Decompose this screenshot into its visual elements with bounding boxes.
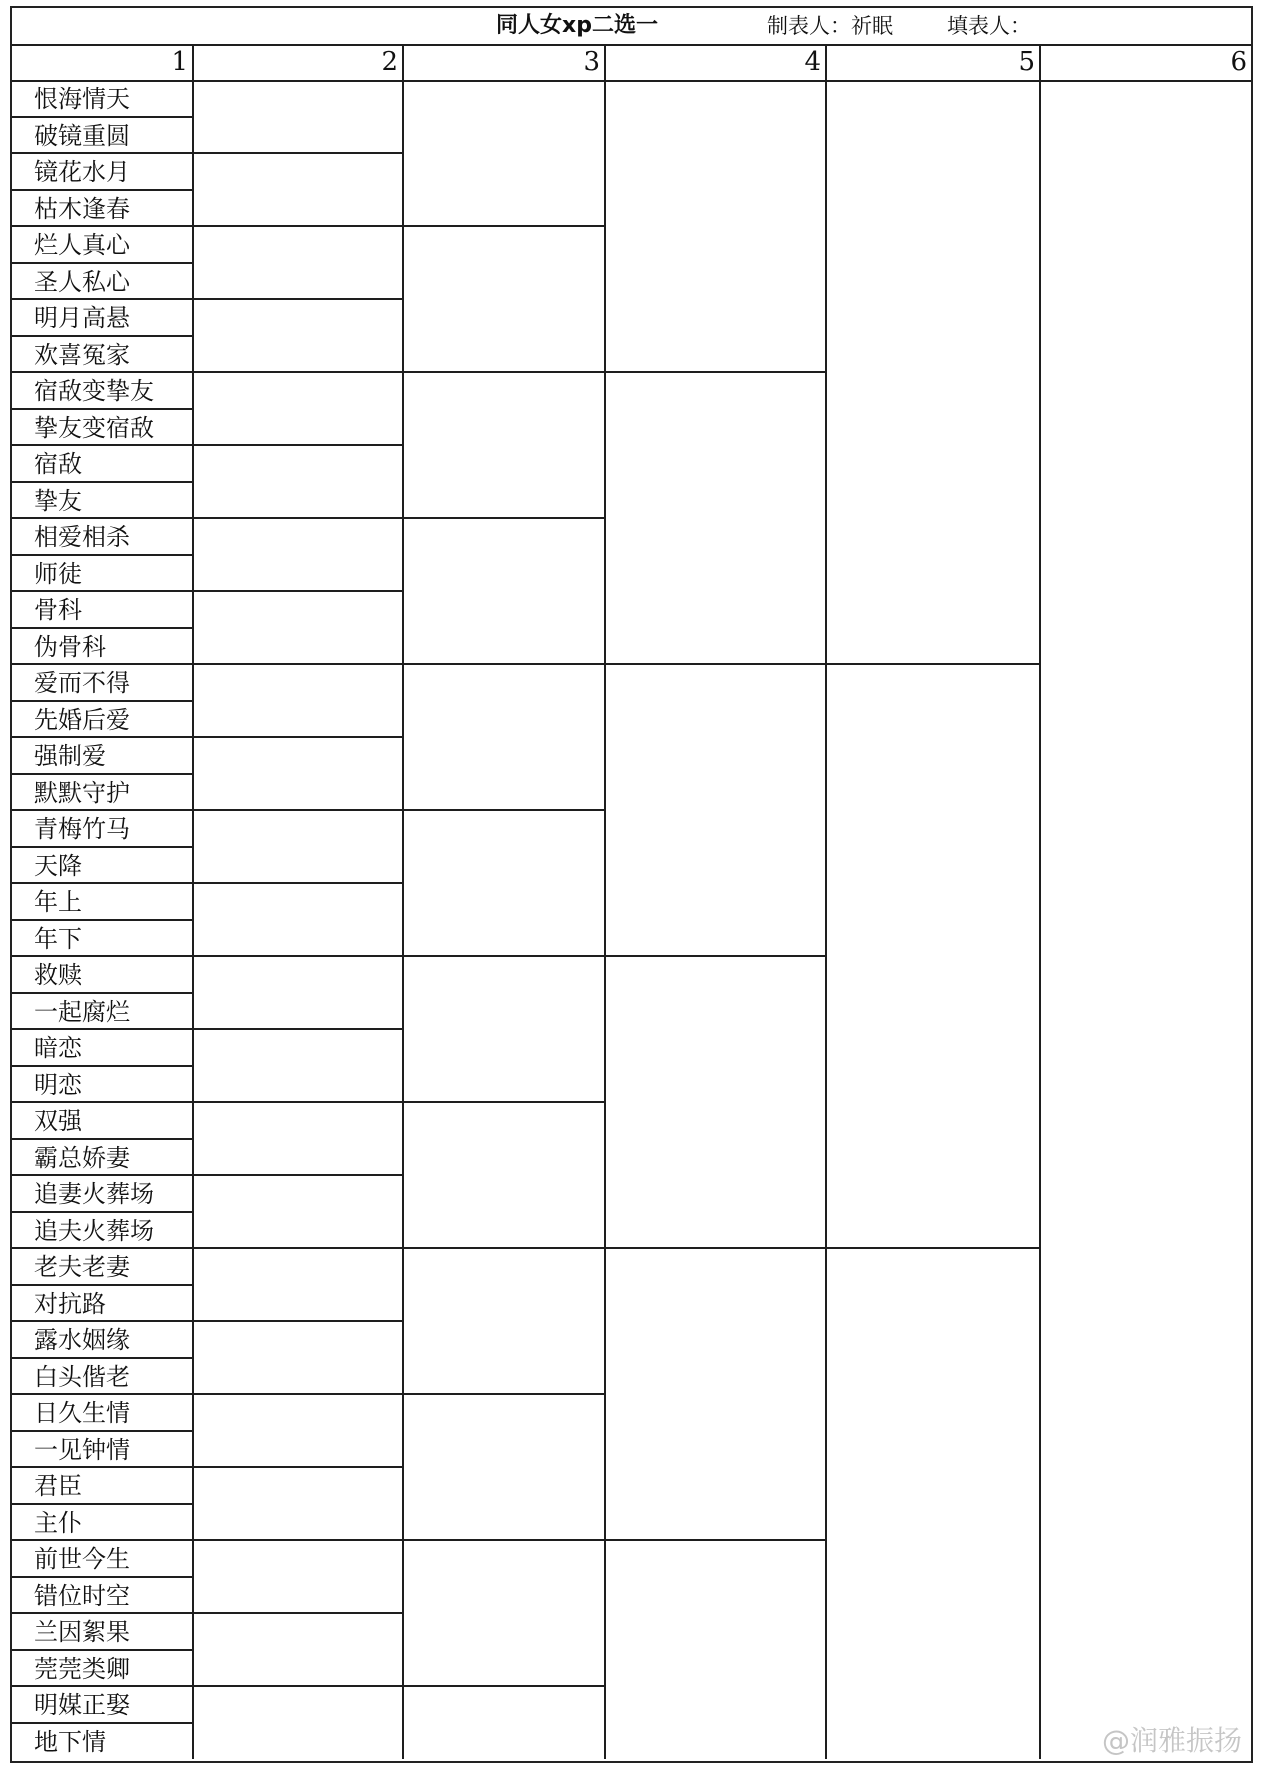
column-number-4: 4 <box>804 47 821 77</box>
row-divider <box>12 919 192 921</box>
bracket-slot-col4[interactable] <box>607 1542 823 1757</box>
bracket-divider-col3 <box>404 371 606 373</box>
bracket-slot-col3[interactable] <box>405 1250 602 1392</box>
bracket-slot-col2[interactable] <box>195 739 400 808</box>
row-divider <box>12 1430 192 1432</box>
bracket-slot-col3[interactable] <box>405 374 602 516</box>
bracket-divider-col2 <box>194 590 404 592</box>
entrant-label: 相爱相杀 <box>34 523 130 552</box>
entrant-label: 君臣 <box>34 1472 82 1501</box>
entrant-label: 对抗路 <box>34 1289 106 1318</box>
row-divider <box>12 773 192 775</box>
bracket-slot-col2[interactable] <box>195 1542 400 1611</box>
bracket-slot-col3[interactable] <box>405 1688 602 1757</box>
row-divider <box>12 1174 192 1176</box>
bracket-divider-col3 <box>404 1393 606 1395</box>
entrant-label: 先婚后爱 <box>34 705 130 734</box>
row-divider <box>12 809 192 811</box>
bracket-divider-col2 <box>194 1466 404 1468</box>
bracket-divider-col2 <box>194 152 404 154</box>
bracket-slot-col2[interactable] <box>195 1031 400 1100</box>
entrant-label: 白头偕老 <box>34 1362 130 1391</box>
row-divider <box>12 1284 192 1286</box>
entrant-label: 挚友变宿敌 <box>34 413 154 442</box>
row-divider <box>12 1065 192 1067</box>
entrant-label: 追妻火葬场 <box>34 1180 154 1209</box>
bracket-slot-col2[interactable] <box>195 1396 400 1465</box>
entrant-label: 莞莞类卿 <box>34 1654 130 1683</box>
row-divider <box>12 116 192 118</box>
entrant-label: 霸总娇妻 <box>34 1143 130 1172</box>
bracket-divider-col3 <box>404 225 606 227</box>
row-divider <box>12 846 192 848</box>
column-number-1: 1 <box>171 47 188 77</box>
bracket-divider-col2 <box>194 882 404 884</box>
entrant-label: 伪骨科 <box>34 632 106 661</box>
bracket-divider-col2 <box>194 225 404 227</box>
entrant-label: 恨海情天 <box>34 85 130 114</box>
entrant-label: 老夫老妻 <box>34 1253 130 1282</box>
row-divider <box>12 152 192 154</box>
row-divider <box>12 1612 192 1614</box>
bracket-slot-col5[interactable] <box>828 82 1037 662</box>
bracket-divider-col2 <box>194 1393 404 1395</box>
bracket-divider-col2 <box>194 1685 404 1687</box>
bracket-divider-col2 <box>194 809 404 811</box>
bracket-slot-col2[interactable] <box>195 1469 400 1538</box>
entrant-label: 日久生情 <box>34 1399 130 1428</box>
row-divider <box>12 1466 192 1468</box>
bracket-divider-col4 <box>606 371 827 373</box>
bracket-divider-col2 <box>194 444 404 446</box>
bracket-table <box>10 6 1253 1763</box>
bracket-slot-col6[interactable] <box>1042 1250 1249 1757</box>
entrant-label: 破镜重圆 <box>34 121 130 150</box>
row-divider <box>12 1320 192 1322</box>
bracket-slot-col2[interactable] <box>195 958 400 1027</box>
bracket-slot-col4[interactable] <box>607 82 823 370</box>
bracket-slot-col6[interactable] <box>1042 82 1249 1246</box>
bracket-slot-col2[interactable] <box>195 593 400 662</box>
row-divider <box>12 1101 192 1103</box>
row-divider <box>12 590 192 592</box>
entrant-label: 骨科 <box>34 596 82 625</box>
entrant-label: 错位时空 <box>34 1581 130 1610</box>
row-divider <box>12 225 192 227</box>
bracket-slot-col2[interactable] <box>195 155 400 224</box>
bracket-slot-col2[interactable] <box>195 447 400 516</box>
bracket-slot-col5[interactable] <box>828 666 1037 1246</box>
bracket-divider-col2 <box>194 663 404 665</box>
entrant-label: 烂人真心 <box>34 231 130 260</box>
author-label: 制表人：祈眠 <box>767 14 893 38</box>
row-divider <box>12 298 192 300</box>
column-divider <box>1039 44 1041 1759</box>
bracket-divider-col3 <box>404 1685 606 1687</box>
bracket-slot-col2[interactable] <box>195 1615 400 1684</box>
bracket-divider-col2 <box>194 736 404 738</box>
bracket-slot-col2[interactable] <box>195 374 400 443</box>
row-divider <box>12 444 192 446</box>
bracket-divider-col4 <box>606 955 827 957</box>
bracket-slot-col2[interactable] <box>195 1323 400 1392</box>
row-divider <box>12 1211 192 1213</box>
entrant-label: 一起腐烂 <box>34 997 130 1026</box>
row-divider <box>12 1503 192 1505</box>
bracket-slot-col2[interactable] <box>195 1104 400 1173</box>
filler-label[interactable]: 填表人： <box>947 14 1031 38</box>
entrant-label: 追夫火葬场 <box>34 1216 154 1245</box>
column-divider <box>604 44 606 1759</box>
bracket-divider-col2 <box>194 1539 404 1541</box>
bracket-divider-col5 <box>827 1247 1041 1249</box>
entrant-label: 爱而不得 <box>34 669 130 698</box>
bracket-slot-col4[interactable] <box>607 958 823 1246</box>
bracket-divider-col5 <box>827 663 1041 665</box>
bracket-divider-col3 <box>404 1247 606 1249</box>
entrant-label: 挚友 <box>34 486 82 515</box>
row-divider <box>12 554 192 556</box>
row-divider <box>12 517 192 519</box>
row-divider <box>12 408 192 410</box>
row-divider <box>12 1247 192 1249</box>
row-divider <box>12 700 192 702</box>
entrant-label: 主仆 <box>34 1508 82 1537</box>
column-divider <box>192 44 194 1759</box>
bracket-slot-col2[interactable] <box>195 1250 400 1319</box>
bracket-divider-col4 <box>606 1247 827 1249</box>
column-divider <box>402 44 404 1759</box>
entrant-label: 双强 <box>34 1107 82 1136</box>
bracket-divider-col2 <box>194 955 404 957</box>
bracket-slot-col2[interactable] <box>195 1688 400 1757</box>
bracket-divider-col3 <box>404 1539 606 1541</box>
bracket-divider-col2 <box>194 1320 404 1322</box>
entrant-label: 师徒 <box>34 559 82 588</box>
row-divider <box>12 1138 192 1140</box>
bracket-slot-col4[interactable] <box>607 666 823 954</box>
bracket-divider-col3 <box>404 1101 606 1103</box>
bracket-slot-col2[interactable] <box>195 82 400 151</box>
column-number-2: 2 <box>381 47 398 77</box>
entrant-label: 露水姻缘 <box>34 1326 130 1355</box>
bracket-divider-col3 <box>404 809 606 811</box>
entrant-label: 宿敌 <box>34 450 82 479</box>
row-divider <box>12 1722 192 1724</box>
bracket-slot-col3[interactable] <box>405 520 602 662</box>
row-divider <box>12 262 192 264</box>
bracket-divider-col4 <box>606 663 827 665</box>
bracket-slot-col3[interactable] <box>405 812 602 954</box>
entrant-label: 年下 <box>34 924 82 953</box>
bracket-slot-col2[interactable] <box>195 666 400 735</box>
row-divider <box>12 992 192 994</box>
entrant-label: 地下情 <box>34 1727 106 1756</box>
entrant-label: 默默守护 <box>34 778 130 807</box>
bracket-slot-col2[interactable] <box>195 1177 400 1246</box>
bracket-slot-col3[interactable] <box>405 228 602 370</box>
bracket-divider-col2 <box>194 1101 404 1103</box>
entrant-label: 强制爱 <box>34 742 106 771</box>
entrant-label: 一见钟情 <box>34 1435 130 1464</box>
bracket-divider-col4 <box>606 1539 827 1541</box>
bracket-slot-col2[interactable] <box>195 520 400 589</box>
table-title: 同人女xp二选一 <box>496 13 658 38</box>
bracket-slot-col3[interactable] <box>405 666 602 808</box>
bracket-divider-col2 <box>194 298 404 300</box>
bracket-divider-col3 <box>404 955 606 957</box>
entrant-label: 欢喜冤家 <box>34 340 130 369</box>
bracket-slot-col4[interactable] <box>607 374 823 662</box>
entrant-label: 枯木逢春 <box>34 194 130 223</box>
bracket-divider-col2 <box>194 1612 404 1614</box>
entrant-label: 年上 <box>34 888 82 917</box>
row-divider <box>12 481 192 483</box>
bracket-divider-col2 <box>194 1174 404 1176</box>
bracket-slot-col5[interactable] <box>828 1250 1037 1757</box>
entrant-label: 圣人私心 <box>34 267 130 296</box>
bracket-divider-col2 <box>194 517 404 519</box>
bracket-divider-col2 <box>194 1028 404 1030</box>
row-divider <box>12 1576 192 1578</box>
entrant-label: 暗恋 <box>34 1034 82 1063</box>
row-divider <box>12 736 192 738</box>
bracket-divider-col3 <box>404 517 606 519</box>
bracket-slot-col3[interactable] <box>405 1542 602 1684</box>
bracket-slot-col3[interactable] <box>405 958 602 1100</box>
bracket-slot-col3[interactable] <box>405 1104 602 1246</box>
bracket-slot-col3[interactable] <box>405 82 602 224</box>
column-number-6: 6 <box>1230 47 1247 77</box>
row-divider <box>12 335 192 337</box>
entrant-label: 前世今生 <box>34 1545 130 1574</box>
column-divider <box>825 44 827 1759</box>
watermark: @润雅振扬 <box>1101 1724 1242 1757</box>
entrant-label: 兰因絮果 <box>34 1618 130 1647</box>
column-number-5: 5 <box>1018 47 1035 77</box>
bracket-slot-col2[interactable] <box>195 228 400 297</box>
column-number-3: 3 <box>583 47 600 77</box>
bracket-divider-col2 <box>194 1247 404 1249</box>
row-divider <box>12 627 192 629</box>
row-divider <box>12 1685 192 1687</box>
row-divider <box>12 1357 192 1359</box>
entrant-label: 青梅竹马 <box>34 815 130 844</box>
entrant-label: 救赎 <box>34 961 82 990</box>
row-divider <box>12 663 192 665</box>
bracket-slot-col3[interactable] <box>405 1396 602 1538</box>
bracket-slot-col2[interactable] <box>195 812 400 881</box>
row-divider <box>12 882 192 884</box>
bracket-slot-col4[interactable] <box>607 1250 823 1538</box>
row-divider <box>12 1539 192 1541</box>
row-divider <box>12 1028 192 1030</box>
row-divider <box>12 1649 192 1651</box>
bracket-divider-col2 <box>194 371 404 373</box>
entrant-label: 宿敌变挚友 <box>34 377 154 406</box>
entrant-label: 天降 <box>34 851 82 880</box>
entrant-label: 镜花水月 <box>34 158 130 187</box>
row-divider <box>12 371 192 373</box>
entrant-label: 明月高悬 <box>34 304 130 333</box>
row-divider <box>12 189 192 191</box>
bracket-slot-col2[interactable] <box>195 301 400 370</box>
row-divider <box>12 955 192 957</box>
bracket-divider-col3 <box>404 663 606 665</box>
header-divider <box>12 44 1251 46</box>
entrant-label: 明恋 <box>34 1070 82 1099</box>
row-divider <box>12 1393 192 1395</box>
entrant-label: 明媒正娶 <box>34 1691 130 1720</box>
bracket-slot-col2[interactable] <box>195 885 400 954</box>
